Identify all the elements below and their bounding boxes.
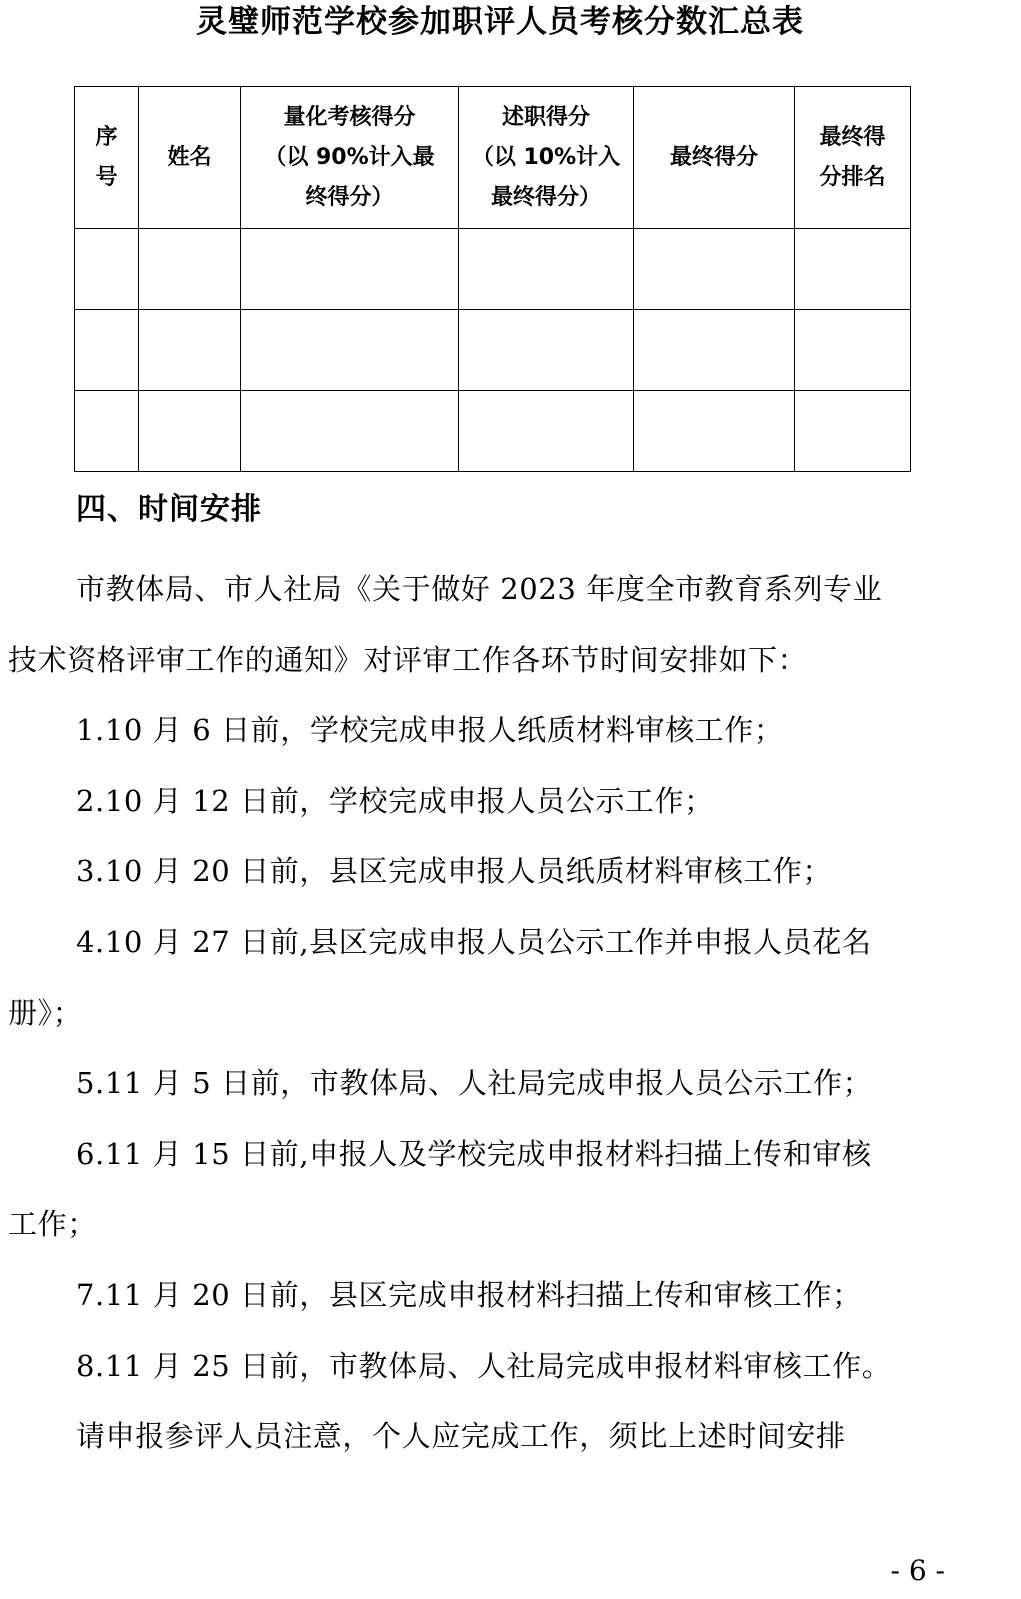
score-summary-table [74, 86, 911, 472]
table-cell [241, 310, 459, 391]
intro-line-continuation: 技术资格评审工作的通知》对评审工作各环节时间安排如下： [8, 642, 808, 677]
header-final-score: 最终得分 [634, 87, 795, 229]
table-cell [459, 229, 634, 310]
table-cell [241, 391, 459, 472]
table-cell [241, 229, 459, 310]
table-cell [634, 229, 795, 310]
schedule-item-7: 7.11 月 20 日前，县区完成申报材料扫描上传和审核工作； [76, 1277, 862, 1312]
header-name: 姓名 [139, 87, 241, 229]
table-cell [795, 229, 911, 310]
table-cell [139, 310, 241, 391]
schedule-item-8: 8.11 月 25 日前，市教体局、人社局完成申报材料审核工作。 [76, 1348, 892, 1383]
header-quantified-score: 量化考核得分 （以 90%计入最 终得分） [241, 87, 459, 229]
table-cell [634, 391, 795, 472]
header-serial-number: 序 号 [75, 87, 139, 229]
table-cell [75, 310, 139, 391]
table-cell [459, 310, 634, 391]
table-header-row [75, 87, 911, 229]
table-row [75, 229, 911, 310]
table-row [75, 310, 911, 391]
schedule-item-6: 6.11 月 15 日前,申报人及学校完成申报材料扫描上传和审核 [76, 1136, 872, 1171]
table-cell [459, 391, 634, 472]
table-cell [795, 391, 911, 472]
section-heading-schedule: 四、时间安排 [76, 492, 262, 527]
table-cell [795, 310, 911, 391]
page-number: - 6 - [890, 1554, 945, 1587]
schedule-item-3: 3.10 月 20 日前，县区完成申报人员纸质材料审核工作； [76, 854, 833, 889]
schedule-item-6-continuation: 工作； [8, 1207, 97, 1242]
schedule-body [8, 554, 988, 1472]
document-title: 灵璧师范学校参加职评人员考核分数汇总表 [196, 4, 804, 40]
intro-line: 市教体局、市人社局《关于做好 2023 年度全市教育系列专业 [76, 572, 883, 606]
closing-note: 请申报参评人员注意，个人应完成工作，须比上述时间安排 [76, 1419, 846, 1454]
header-final-rank: 最终得 分排名 [795, 87, 911, 229]
table-row [75, 391, 911, 472]
schedule-item-1: 1.10 月 6 日前，学校完成申报人纸质材料审核工作； [76, 713, 784, 748]
header-report-score: 述职得分 （以 10%计入 最终得分） [459, 87, 634, 229]
table-cell [75, 391, 139, 472]
table-cell [634, 310, 795, 391]
schedule-item-5: 5.11 月 5 日前，市教体局、人社局完成申报人员公示工作； [76, 1066, 873, 1101]
schedule-item-2: 2.10 月 12 日前，学校完成申报人员公示工作； [76, 783, 714, 818]
table-cell [75, 229, 139, 310]
schedule-item-4: 4.10 月 27 日前,县区完成申报人员公示工作并申报人员花名 [76, 924, 872, 959]
schedule-item-4-continuation: 册》； [8, 995, 83, 1030]
table-cell [139, 391, 241, 472]
table-cell [139, 229, 241, 310]
